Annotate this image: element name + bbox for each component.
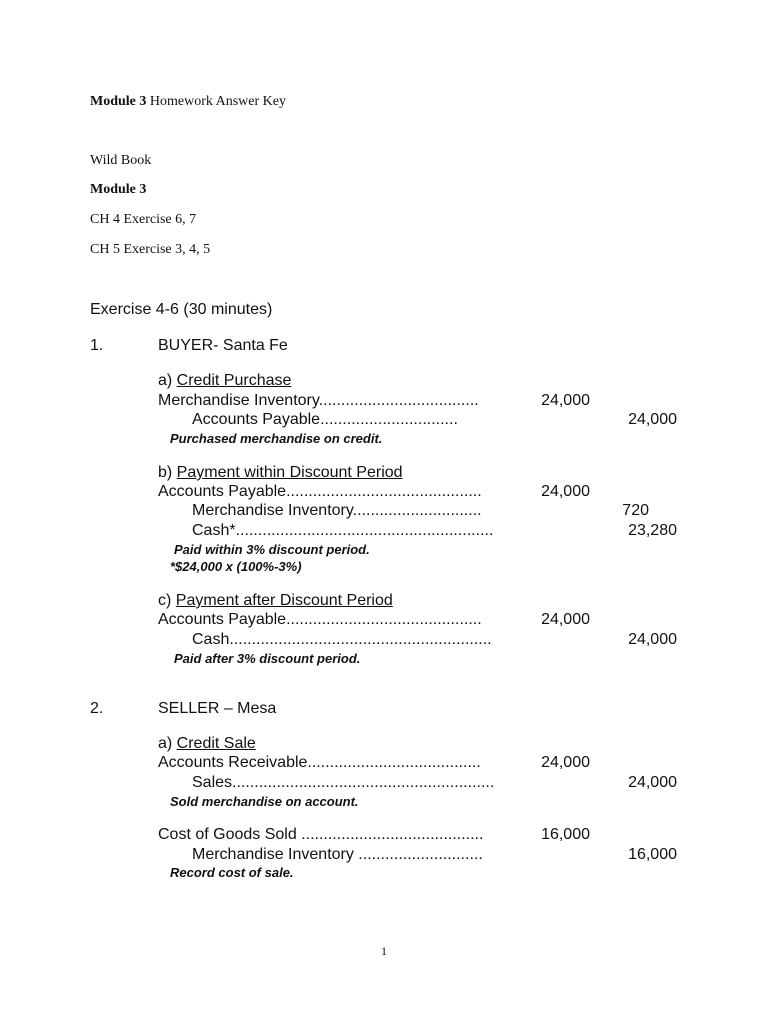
entry-1a-note: Purchased merchandise on credit.	[170, 431, 383, 446]
entry-1b-line-2-credit: 720	[622, 502, 649, 519]
entry-1b-prefix: b)	[158, 464, 177, 481]
entry-1a-line-1-account: Merchandise Inventory....................................	[158, 392, 479, 409]
entry-2a-line-1-account: Accounts Receivable.......................................	[158, 754, 481, 771]
entry-1b-line-3-account: Cash*..........................................................	[192, 522, 494, 539]
entry-2a-line-2-credit: 24,000	[628, 774, 677, 791]
entry-2a-line-2-account: Sales...........................................................	[192, 774, 495, 791]
entry-1c-line-2-account: Cash...........................................................	[192, 631, 492, 648]
entry-1c-heading	[158, 592, 393, 610]
chapter-4-exercises: CH 4 Exercise 6, 7	[90, 212, 197, 227]
entry-2a-prefix: a)	[158, 735, 177, 752]
entry-1b-line-1-debit: 24,000	[541, 483, 590, 500]
entry-1b-line-3-credit: 23,280	[628, 522, 677, 539]
entry-1a-line-1-debit: 24,000	[541, 392, 590, 409]
entry-1a-line-2-account: Accounts Payable...............................	[192, 411, 458, 428]
module-heading: Module 3	[90, 182, 147, 197]
entry-1b-note-1: Paid within 3% discount period.	[174, 542, 370, 557]
entry-1c-prefix: c)	[158, 592, 176, 609]
chapter-5-exercises: CH 5 Exercise 3, 4, 5	[90, 242, 211, 257]
entry-2a-label: Credit Sale	[176, 735, 256, 752]
entry-1a-heading	[158, 372, 291, 390]
entry-1a-prefix: a)	[158, 372, 177, 389]
part-1-heading: BUYER- Santa Fe	[158, 337, 288, 354]
entry-cogs-line-1-debit: 16,000	[541, 826, 590, 843]
book-name: Wild Book	[90, 153, 152, 168]
exercise-title: Exercise 4-6 (30 minutes)	[90, 301, 273, 318]
title-rest: Homework Answer Key	[146, 94, 286, 109]
entry-1c-line-1-account: Accounts Payable............................................	[158, 611, 482, 628]
entry-cogs-note: Record cost of sale.	[170, 865, 294, 880]
title-module: Module 3	[90, 94, 147, 109]
part-2-number: 2.	[90, 700, 104, 717]
entry-1b-label: Payment within Discount Period	[176, 464, 403, 481]
entry-1c-label: Payment after Discount Period	[175, 592, 393, 609]
entry-2a-note: Sold merchandise on account.	[170, 794, 359, 809]
entry-1c-line-1-debit: 24,000	[541, 611, 590, 628]
entry-2a-heading	[158, 735, 256, 753]
document-title	[90, 94, 286, 110]
entry-1b-line-1-account: Accounts Payable............................................	[158, 483, 482, 500]
part-1-number: 1.	[90, 337, 104, 354]
entry-1c-line-2-credit: 24,000	[628, 631, 677, 648]
entry-1b-line-2-account: Merchandise Inventory.............................	[192, 502, 482, 519]
entry-1c-note: Paid after 3% discount period.	[174, 651, 361, 666]
entry-cogs-line-1-account: Cost of Goods Sold .........................................	[158, 826, 484, 843]
part-2-heading: SELLER – Mesa	[158, 700, 277, 717]
entry-1b-note-2: *$24,000 x (100%-3%)	[170, 559, 302, 574]
entry-1a-label: Credit Purchase	[176, 372, 292, 389]
entry-cogs-line-2-credit: 16,000	[628, 846, 677, 863]
entry-1b-heading	[158, 464, 403, 482]
entry-1a-line-2-credit: 24,000	[628, 411, 677, 428]
entry-2a-line-1-debit: 24,000	[541, 754, 590, 771]
entry-cogs-line-2-account: Merchandise Inventory ............................	[192, 846, 483, 863]
page-number: 1	[381, 944, 387, 958]
